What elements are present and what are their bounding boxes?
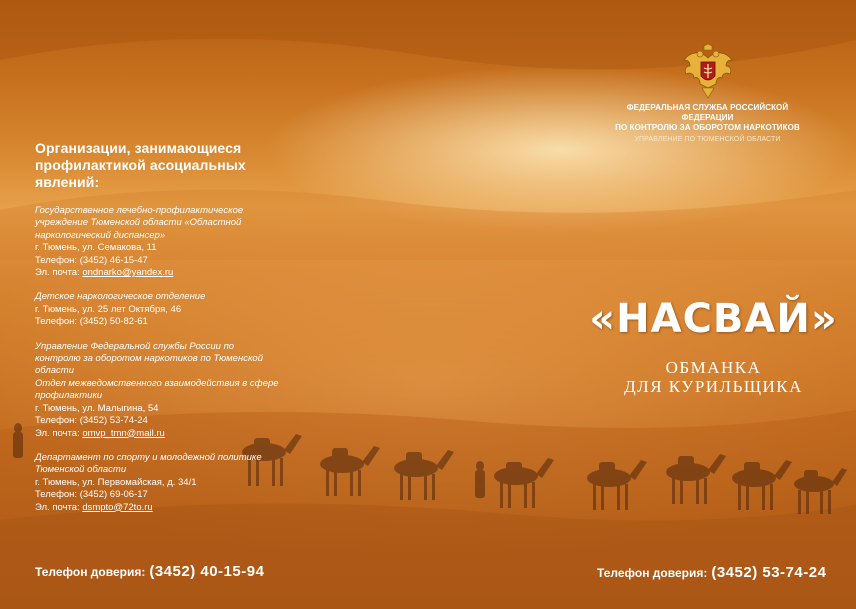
organization-name: Детское наркологическое отделение bbox=[35, 291, 206, 303]
organizations-heading: Организации, занимающиеся профилактикой асоциальных явлений: bbox=[35, 140, 246, 190]
organization-name: Государственное лечебно-профилактическое учреждение Тюменской области «Областной наркологический диспансер» bbox=[35, 205, 244, 241]
organization-email-line bbox=[35, 267, 280, 279]
hotline-right bbox=[597, 564, 826, 581]
organization-address: г. Тюмень, ул. Семакова, 11 bbox=[35, 242, 157, 254]
organization-email-line bbox=[35, 502, 280, 514]
email-label: Эл. почта: bbox=[35, 501, 80, 513]
organization-entry bbox=[35, 341, 280, 440]
hotline-label: Телефон доверия: bbox=[35, 565, 146, 579]
left-panel bbox=[35, 140, 280, 526]
department-name: УПРАВЛЕНИЕ ПО ТЮМЕНСКОЙ ОБЛАСТИ bbox=[634, 136, 781, 143]
agency-line-1: ФЕДЕРАЛЬНАЯ СЛУЖБА РОССИЙСКОЙ ФЕДЕРАЦИИ bbox=[626, 103, 789, 122]
organization-phone: Телефон: (3452) 53-74-24 bbox=[35, 415, 148, 427]
brochure-title: «НАСВАЙ» bbox=[589, 296, 838, 342]
hotline-number: (3452) 53-74-24 bbox=[711, 564, 827, 581]
organization-subdivision: Отдел межведомственного взаимодействия в сфере профилактики bbox=[35, 377, 279, 402]
organization-phone: Телефон: (3452) 46-15-47 bbox=[35, 254, 148, 266]
agency-name bbox=[600, 103, 815, 133]
organization-address: г. Тюмень, ул. Малыгина, 54 bbox=[35, 402, 159, 414]
hotline-left bbox=[35, 563, 264, 580]
email-link[interactable]: omvp_tmn@mail.ru bbox=[82, 427, 165, 439]
email-label: Эл. почта: bbox=[35, 427, 80, 439]
organization-email-line bbox=[35, 428, 280, 440]
email-label: Эл. почта: bbox=[35, 267, 80, 279]
organization-name: Управление Федеральной службы России по контролю за оборотом наркотиков по Тюменской области bbox=[35, 340, 263, 377]
hotline-number: (3452) 40-15-94 bbox=[149, 563, 265, 580]
organization-address: г. Тюмень, ул. 25 лет Октября, 46 bbox=[35, 303, 182, 315]
organization-name: Департамент по спорту и молодежной политике Тюменской области bbox=[35, 451, 262, 476]
email-link[interactable]: ondnarko@yandex.ru bbox=[82, 267, 174, 279]
organization-entry bbox=[35, 205, 280, 279]
email-link[interactable]: dsmpto@72to.ru bbox=[82, 501, 153, 513]
subtitle-line-1: ОБМАНКА bbox=[665, 358, 762, 377]
organization-address: г. Тюмень, ул. Первомайская, д. 34/1 bbox=[35, 476, 197, 488]
organization-phone: Телефон: (3452) 69-06-17 bbox=[35, 489, 148, 501]
double-headed-eagle-emblem-icon bbox=[682, 44, 734, 100]
agency-line-2: ПО КОНТРОЛЮ ЗА ОБОРОТОМ НАРКОТИКОВ bbox=[615, 123, 800, 132]
organization-entry bbox=[35, 452, 280, 514]
subtitle-line-2: ДЛЯ КУРИЛЬЩИКА bbox=[624, 377, 803, 396]
organization-entry bbox=[35, 291, 280, 328]
hotline-label: Телефон доверия: bbox=[597, 566, 708, 580]
organization-phone: Телефон: (3452) 50-82-61 bbox=[35, 316, 148, 328]
